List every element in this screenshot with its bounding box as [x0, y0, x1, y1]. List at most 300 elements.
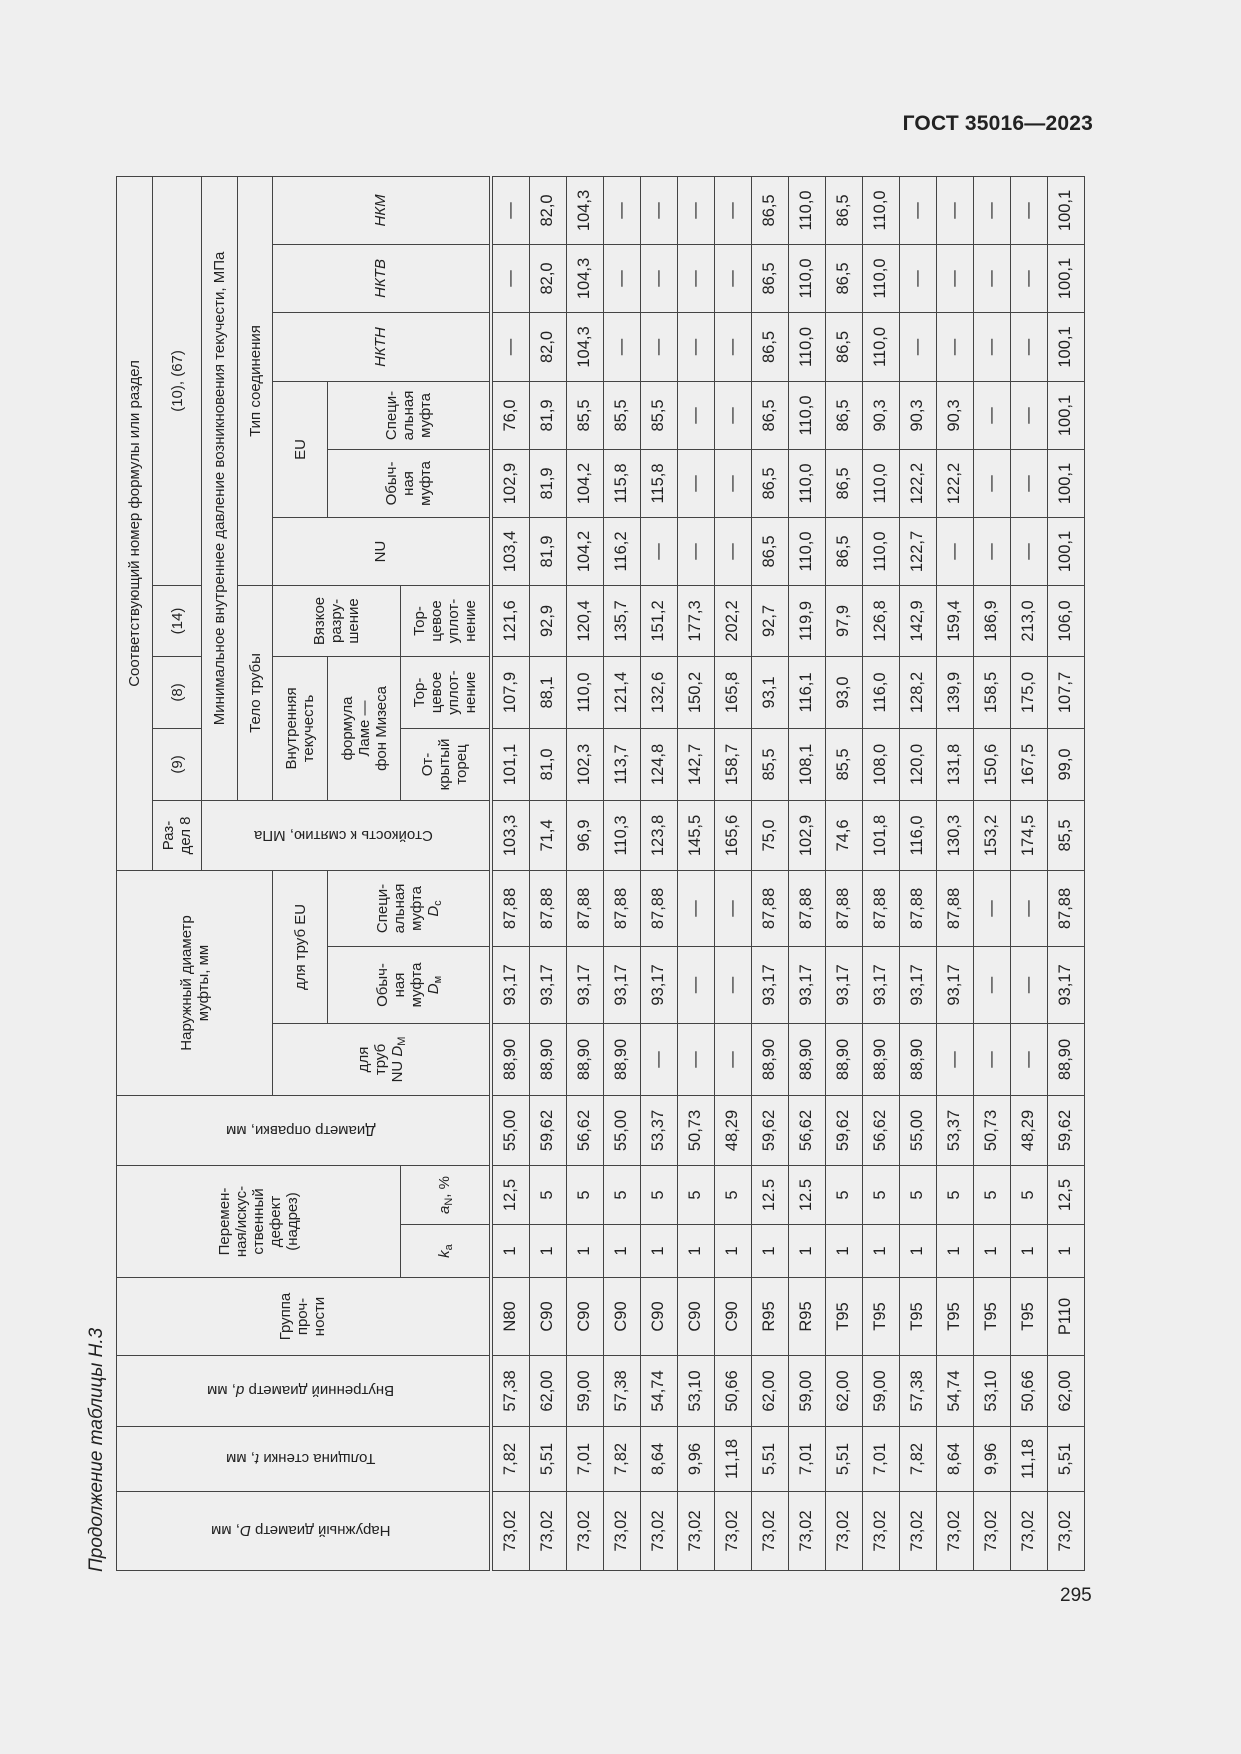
table-cell: 86,5: [825, 381, 862, 449]
table-cell: 92,9: [529, 585, 566, 656]
table-row: [640, 176, 677, 1570]
table-row: [788, 176, 825, 1570]
table-cell: 7,01: [862, 1427, 899, 1492]
table-cell: 48,29: [714, 1095, 751, 1165]
table-cell: 9,96: [973, 1427, 1010, 1492]
table-cell: 104,3: [566, 244, 603, 312]
table-cell: 93,17: [529, 946, 566, 1023]
table-cell: 55,00: [603, 1095, 640, 1165]
table-cell: 59,62: [529, 1095, 566, 1165]
table-cell: 7,01: [566, 1427, 603, 1492]
table-cell: 113,7: [603, 728, 640, 800]
header-end-seal-lame: Тор- цевое уплот- нение: [401, 656, 491, 728]
table-cell: 12,5: [491, 1165, 530, 1224]
table-cell: 116,1: [788, 656, 825, 728]
table-cell: 1: [603, 1225, 640, 1278]
table-cell: 5: [566, 1165, 603, 1224]
header-inner-diameter: Внутренний диаметр d, мм: [117, 1356, 491, 1427]
table-cell: 82,0: [529, 176, 566, 244]
table-cell: 151,2: [640, 585, 677, 656]
table-cell: 90,3: [936, 381, 973, 449]
table-cell: 12,5: [1047, 1165, 1084, 1224]
table-cell: 150,2: [677, 656, 714, 728]
header-eu-regular-coupling-dm: Обыч- ная муфта $D_м$: [328, 946, 491, 1023]
table-cell: —: [714, 517, 751, 585]
header-connection-type: Тип соединения: [238, 176, 273, 585]
table-cell: C90: [714, 1278, 751, 1356]
table-cell: 1: [1010, 1225, 1047, 1278]
table-cell: 102,9: [491, 449, 530, 517]
table-cell: —: [1010, 381, 1047, 449]
table-cell: 5: [529, 1165, 566, 1224]
table-cell: 110,0: [788, 312, 825, 381]
table-cell: —: [491, 312, 530, 381]
table-cell: 116,0: [862, 656, 899, 728]
table-row: [1010, 176, 1047, 1570]
table-cell: 5: [825, 1165, 862, 1224]
table-cell: 93,17: [788, 946, 825, 1023]
table-cell: 86,5: [751, 176, 788, 244]
table-cell: 56,62: [788, 1095, 825, 1165]
table-cell: —: [714, 449, 751, 517]
table-cell: 104,3: [566, 312, 603, 381]
table-cell: 93,17: [640, 946, 677, 1023]
table-cell: —: [714, 312, 751, 381]
table-cell: 81,0: [529, 728, 566, 800]
table-cell: 85,5: [603, 381, 640, 449]
table-cell: 1: [491, 1225, 530, 1278]
table-cell: 73,02: [566, 1492, 603, 1571]
table-cell: 175,0: [1010, 656, 1047, 728]
table-cell: 93,17: [825, 946, 862, 1023]
table-cell: 87,88: [862, 870, 899, 946]
table-cell: 73,02: [603, 1492, 640, 1571]
header-ka: $k_a$: [401, 1225, 491, 1278]
table-row: [973, 176, 1010, 1570]
table-cell: T95: [899, 1278, 936, 1356]
table-cell: 174,5: [1010, 800, 1047, 870]
table-cell: 99,0: [1047, 728, 1084, 800]
table-cell: 88,90: [825, 1023, 862, 1095]
table-cell: 119,9: [788, 585, 825, 656]
table-cell: —: [973, 176, 1010, 244]
header-end-seal-viscous: Тор- цевое уплот- нение: [401, 585, 491, 656]
table-cell: 86,5: [751, 244, 788, 312]
table-cell: 110,0: [862, 312, 899, 381]
table-cell: 131,8: [936, 728, 973, 800]
table-cell: 8,64: [640, 1427, 677, 1492]
table-cell: 73,02: [1010, 1492, 1047, 1571]
table-cell: 73,02: [973, 1492, 1010, 1571]
table-cell: 86,5: [825, 244, 862, 312]
table-cell: 73,02: [491, 1492, 530, 1571]
table-cell: 124,8: [640, 728, 677, 800]
table-cell: 115,8: [640, 449, 677, 517]
table-cell: —: [677, 381, 714, 449]
table-cell: 93,17: [936, 946, 973, 1023]
table-cell: —: [640, 176, 677, 244]
table-row: [491, 176, 530, 1570]
header-strength-group: Группа проч- ности: [117, 1278, 491, 1356]
table-cell: —: [714, 946, 751, 1023]
table-cell: 7,01: [788, 1427, 825, 1492]
table-cell: 122,2: [899, 449, 936, 517]
table-cell: 86,5: [825, 449, 862, 517]
table-cell: 62,00: [825, 1356, 862, 1427]
table-cell: 167,5: [1010, 728, 1047, 800]
table-cell: —: [1010, 176, 1047, 244]
table-cell: 5: [714, 1165, 751, 1224]
header-nkm: НКМ: [273, 176, 491, 244]
header-collapse-resistance: Стойкость к смятию, МПа: [202, 800, 491, 870]
header-outer-diameter: Наружный диаметр D, мм: [117, 1492, 491, 1571]
table-cell: 5: [862, 1165, 899, 1224]
table-cell: 145,5: [677, 800, 714, 870]
table-cell: 88,90: [899, 1023, 936, 1095]
table-cell: 93,17: [566, 946, 603, 1023]
table-cell: 85,5: [1047, 800, 1084, 870]
header-nu-pipes-coupling: для труб NU $D_M$: [273, 1023, 491, 1095]
table-cell: —: [936, 312, 973, 381]
table-cell: —: [714, 244, 751, 312]
table-cell: 73,02: [677, 1492, 714, 1571]
table-cell: 86,5: [751, 312, 788, 381]
table-cell: 165,6: [714, 800, 751, 870]
table-cell: —: [640, 244, 677, 312]
table-cell: 54,74: [936, 1356, 973, 1427]
header-ref-9: (9): [153, 728, 202, 800]
table-cell: 100,1: [1047, 449, 1084, 517]
header-section-8: Раз- дел 8: [153, 800, 202, 870]
table-cell: 5: [640, 1165, 677, 1224]
table-cell: R95: [788, 1278, 825, 1356]
table-cell: 100,1: [1047, 312, 1084, 381]
table-cell: 135,7: [603, 585, 640, 656]
table-cell: 177,3: [677, 585, 714, 656]
table-cell: 56,62: [566, 1095, 603, 1165]
table-cell: 87,88: [825, 870, 862, 946]
table-cell: 87,88: [1047, 870, 1084, 946]
header-nktv: НКТВ: [273, 244, 491, 312]
table-cell: 93,17: [751, 946, 788, 1023]
table-cell: —: [973, 1023, 1010, 1095]
table-cell: 55,00: [491, 1095, 530, 1165]
table-cell: 153,2: [973, 800, 1010, 870]
table-cell: 132,6: [640, 656, 677, 728]
table-cell: 8,64: [936, 1427, 973, 1492]
header-viscous-fracture: Вязкое разру- шение: [273, 585, 401, 656]
table-cell: 128,2: [899, 656, 936, 728]
table-cell: 88,90: [862, 1023, 899, 1095]
table-cell: 59,62: [751, 1095, 788, 1165]
pipe-strength-table: [116, 176, 1085, 1571]
table-cell: —: [640, 517, 677, 585]
table-cell: 53,37: [936, 1095, 973, 1165]
header-min-internal-yield: Минимальное внутреннее давление возникновения текучести, МПа: [202, 176, 238, 800]
table-cell: 110,0: [566, 656, 603, 728]
table-cell: 82,0: [529, 312, 566, 381]
table-cell: 93,17: [603, 946, 640, 1023]
table-cell: 87,88: [751, 870, 788, 946]
table-cell: 9,96: [677, 1427, 714, 1492]
header-ref-8: (8): [153, 656, 202, 728]
table-cell: —: [714, 870, 751, 946]
table-cell: 158,7: [714, 728, 751, 800]
table-cell: 122,2: [936, 449, 973, 517]
table-cell: 123,8: [640, 800, 677, 870]
table-cell: 5: [899, 1165, 936, 1224]
table-cell: —: [899, 312, 936, 381]
header-ref-14: (14): [153, 585, 202, 656]
table-cell: 73,02: [825, 1492, 862, 1571]
table-cell: 71,4: [529, 800, 566, 870]
table-cell: 86,5: [825, 176, 862, 244]
table-cell: 110,0: [862, 449, 899, 517]
table-cell: 85,5: [751, 728, 788, 800]
table-row: [677, 176, 714, 1570]
table-cell: 5,51: [529, 1427, 566, 1492]
table-cell: 142,7: [677, 728, 714, 800]
header-pipe-body: Тело трубы: [238, 585, 273, 800]
table-cell: 88,90: [1047, 1023, 1084, 1095]
table-cell: 1: [529, 1225, 566, 1278]
table-cell: 5: [1010, 1165, 1047, 1224]
table-cell: —: [640, 312, 677, 381]
table-cell: 87,88: [640, 870, 677, 946]
table-cell: 130,3: [936, 800, 973, 870]
table-cell: —: [1010, 1023, 1047, 1095]
table-cell: 120,4: [566, 585, 603, 656]
table-cell: 53,37: [640, 1095, 677, 1165]
table-cell: C90: [566, 1278, 603, 1356]
table-cell: —: [677, 312, 714, 381]
table-cell: 62,00: [751, 1356, 788, 1427]
table-cell: 59,62: [825, 1095, 862, 1165]
table-cell: 12.5: [751, 1165, 788, 1224]
table-cell: 116,0: [899, 800, 936, 870]
table-cell: —: [1010, 946, 1047, 1023]
table-cell: 59,62: [1047, 1095, 1084, 1165]
table-cell: 1: [751, 1225, 788, 1278]
table-cell: 110,0: [788, 381, 825, 449]
table-cell: 55,00: [899, 1095, 936, 1165]
table-cell: —: [491, 244, 530, 312]
table-cell: —: [677, 176, 714, 244]
table-cell: 110,0: [862, 517, 899, 585]
header-defect: Перемен- ная/искус- ственный дефект (надрез): [117, 1165, 401, 1277]
table-cell: 81,9: [529, 449, 566, 517]
table-row: [751, 176, 788, 1570]
table-cell: 90,3: [899, 381, 936, 449]
table-cell: 88,90: [566, 1023, 603, 1095]
header-eu-regular-coupling: Обыч- ная муфта: [328, 449, 491, 517]
header-ref-10-67: (10), (67): [153, 176, 202, 585]
header-nktn: НКТН: [273, 312, 491, 381]
table-cell: —: [973, 517, 1010, 585]
table-cell: —: [1010, 517, 1047, 585]
table-cell: 104,3: [566, 176, 603, 244]
table-cell: —: [973, 244, 1010, 312]
table-cell: 150,6: [973, 728, 1010, 800]
table-cell: —: [973, 946, 1010, 1023]
table-cell: 110,3: [603, 800, 640, 870]
table-cell: 73,02: [936, 1492, 973, 1571]
header-eu-special-coupling-dc: Специ- альная муфта $D_c$: [328, 870, 491, 946]
header-mandrel-diameter: Диаметр оправки, мм: [117, 1095, 491, 1165]
table-cell: 57,38: [603, 1356, 640, 1427]
table-cell: 165,8: [714, 656, 751, 728]
table-cell: 86,5: [825, 312, 862, 381]
table-cell: 53,10: [677, 1356, 714, 1427]
table-cell: 48,29: [1010, 1095, 1047, 1165]
table-header: [117, 176, 491, 1570]
table-cell: 1: [973, 1225, 1010, 1278]
table-cell: 73,02: [529, 1492, 566, 1571]
table-cell: 88,90: [788, 1023, 825, 1095]
table-cell: 110,0: [788, 449, 825, 517]
table-row: [529, 176, 566, 1570]
table-cell: 73,02: [1047, 1492, 1084, 1571]
table-cell: 1: [566, 1225, 603, 1278]
table-cell: 5,51: [1047, 1427, 1084, 1492]
table-cell: 93,17: [1047, 946, 1084, 1023]
table-cell: 5: [603, 1165, 640, 1224]
header-formula-reference: Соответствующий номер формулы или раздел: [117, 176, 153, 870]
table-cell: C90: [640, 1278, 677, 1356]
table-cell: 82,0: [529, 244, 566, 312]
table-cell: 1: [825, 1225, 862, 1278]
header-eu-special-coupling: Специ- альная муфта: [328, 381, 491, 449]
table-cell: 11,18: [714, 1427, 751, 1492]
table-cell: 5: [936, 1165, 973, 1224]
table-cell: 11,18: [1010, 1427, 1047, 1492]
table-cell: 107,9: [491, 656, 530, 728]
table-cell: 110,0: [862, 176, 899, 244]
table-caption: Продолжение таблицы Н.3: [86, 1327, 107, 1572]
table-cell: 116,2: [603, 517, 640, 585]
table-cell: —: [899, 244, 936, 312]
header-wall-thickness: Толщина стенки t, мм: [117, 1427, 491, 1492]
table-cell: 1: [862, 1225, 899, 1278]
table-cell: T95: [936, 1278, 973, 1356]
table-cell: 1: [1047, 1225, 1084, 1278]
table-cell: 108,0: [862, 728, 899, 800]
table-cell: —: [1010, 870, 1047, 946]
table-cell: 96,9: [566, 800, 603, 870]
table-cell: 104,2: [566, 449, 603, 517]
table-cell: 93,17: [491, 946, 530, 1023]
header-open-end: От- крытый торец: [401, 728, 491, 800]
table-cell: —: [603, 244, 640, 312]
table-cell: 86,5: [751, 381, 788, 449]
table-cell: 57,38: [899, 1356, 936, 1427]
table-cell: 75,0: [751, 800, 788, 870]
table-row: [825, 176, 862, 1570]
table-cell: 87,88: [603, 870, 640, 946]
table-row: [899, 176, 936, 1570]
table-cell: 87,88: [566, 870, 603, 946]
table-cell: 59,00: [788, 1356, 825, 1427]
table-cell: 92,7: [751, 585, 788, 656]
table-cell: 126,8: [862, 585, 899, 656]
table-cell: —: [936, 244, 973, 312]
header-coupling-diameter: Наружный диаметр муфты, мм: [117, 870, 273, 1095]
table-cell: 101,1: [491, 728, 530, 800]
table-cell: 110,0: [862, 244, 899, 312]
table-cell: 101,8: [862, 800, 899, 870]
table-cell: 121,4: [603, 656, 640, 728]
table-cell: 76,0: [491, 381, 530, 449]
header-internal-yield: Внутренняя текучесть: [273, 656, 328, 800]
table-cell: 142,9: [899, 585, 936, 656]
page-number: 295: [1060, 1585, 1092, 1606]
table-cell: 159,4: [936, 585, 973, 656]
table-cell: 5,51: [751, 1427, 788, 1492]
table-cell: 50,73: [973, 1095, 1010, 1165]
table-cell: 86,5: [825, 517, 862, 585]
table-cell: 85,5: [640, 381, 677, 449]
table-cell: 121,6: [491, 585, 530, 656]
table-cell: 81,9: [529, 381, 566, 449]
table-cell: —: [603, 176, 640, 244]
table-cell: 103,4: [491, 517, 530, 585]
table-cell: 73,02: [640, 1492, 677, 1571]
table-cell: 90,3: [862, 381, 899, 449]
header-eu-pipes: для труб EU: [273, 870, 328, 1023]
table-cell: —: [973, 449, 1010, 517]
table-cell: 186,9: [973, 585, 1010, 656]
table-row: [936, 176, 973, 1570]
table-cell: —: [936, 176, 973, 244]
table-cell: 50,66: [714, 1356, 751, 1427]
table-cell: —: [1010, 312, 1047, 381]
table-row: [1047, 176, 1084, 1570]
table-cell: —: [677, 517, 714, 585]
table-cell: 120,0: [899, 728, 936, 800]
table-cell: 93,0: [825, 656, 862, 728]
table-cell: —: [603, 312, 640, 381]
table-cell: 81,9: [529, 517, 566, 585]
table-cell: —: [936, 1023, 973, 1095]
table-cell: 100,1: [1047, 176, 1084, 244]
table-cell: 5: [973, 1165, 1010, 1224]
table-row: [862, 176, 899, 1570]
table-cell: —: [936, 517, 973, 585]
table-cell: 88,1: [529, 656, 566, 728]
table-cell: 139,9: [936, 656, 973, 728]
table-cell: 104,2: [566, 517, 603, 585]
table-cell: C90: [603, 1278, 640, 1356]
table-cell: —: [714, 176, 751, 244]
table-cell: —: [677, 244, 714, 312]
table-cell: 102,9: [788, 800, 825, 870]
table-cell: —: [491, 176, 530, 244]
table-cell: 158,5: [973, 656, 1010, 728]
table-cell: 86,5: [751, 517, 788, 585]
table-body: [491, 176, 1085, 1570]
table-cell: —: [714, 381, 751, 449]
table-cell: 5: [677, 1165, 714, 1224]
table-cell: —: [1010, 449, 1047, 517]
table-cell: 93,1: [751, 656, 788, 728]
table-cell: 74,6: [825, 800, 862, 870]
document-standard-header: ГОСТ 35016—2023: [902, 112, 1093, 135]
header-an: $a_N$, %: [401, 1165, 491, 1224]
table-cell: 1: [640, 1225, 677, 1278]
table-cell: 93,17: [899, 946, 936, 1023]
table-cell: 107,7: [1047, 656, 1084, 728]
table-cell: —: [973, 870, 1010, 946]
